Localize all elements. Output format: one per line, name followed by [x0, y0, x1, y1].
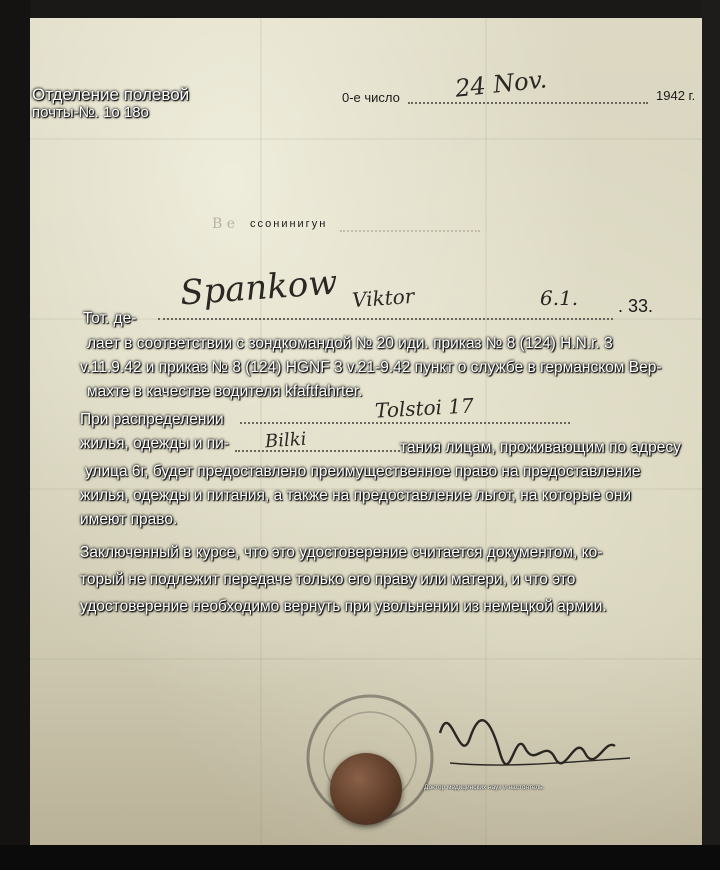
year-suffix: . 33. — [618, 296, 654, 316]
handwritten-surname: Spankow — [178, 262, 339, 314]
cert-line-1: лает в соответствии с зондкомандой № 20 иди. приказ № 8 (124) H.N.r. 3 — [87, 335, 613, 352]
coin — [330, 753, 402, 825]
handwritten-city: Bilki — [264, 428, 308, 453]
frame-left — [0, 0, 30, 845]
distribution-line-1-end: тания лицам, проживающим по адресу — [400, 439, 681, 456]
fold-line — [30, 138, 702, 140]
cert-line-3: махте в качестве водителя kfaftfahrter. — [87, 383, 363, 400]
title-faded-letters: B e — [212, 216, 236, 232]
certificate-title: ссонинигун — [250, 218, 328, 230]
conclusion-line-2: торый не подлежит передаче только его праву или матери, и что это — [80, 571, 576, 588]
distribution-label-2: жилья, одежды и пи- — [80, 435, 229, 452]
distribution-label-1: При распределении — [80, 411, 224, 428]
fold-line — [30, 658, 702, 660]
distribution-line-4: имеют право. — [80, 511, 178, 528]
frame-top — [0, 0, 720, 20]
signature-scribble — [440, 720, 615, 764]
field-post-office-label: Отделение полевой — [32, 85, 190, 104]
conclusion-line-3: удостоверение необходимо вернуть при увольнении из немецкой армии. — [80, 598, 607, 615]
date-dotted-line — [408, 102, 648, 104]
fold-line — [260, 18, 262, 845]
handwritten-given-name: Viktor — [351, 283, 416, 313]
handwritten-birth: 6.1. — [540, 286, 579, 310]
tot-de-label: Тот. де- — [83, 310, 137, 327]
year-label: 1942 г. — [656, 88, 696, 103]
frame-right — [702, 0, 720, 845]
field-post-office-number: почты-№. 1о 18о — [32, 104, 149, 121]
cert-line-2: v.11.9.42 и приказ № 8 (124) HGNF 3 v.21-9.42 пункт о службе в германском Вер- — [80, 359, 662, 376]
handwritten-street: Tolstoi 17 — [374, 393, 475, 423]
date-label: 0-е число — [342, 90, 400, 105]
signature-caption: Доктор медицинских наук и настоятель. — [424, 784, 545, 791]
distribution-line-2: улица 6г, будет предоставлено преимущественное право на предоставление — [85, 463, 641, 480]
handwritten-date: 24 Nov. — [453, 65, 549, 103]
street-dotted-line — [240, 422, 570, 424]
title-dotted-line — [340, 230, 480, 232]
city-dotted-line — [235, 450, 400, 452]
bottom-bar — [0, 845, 720, 870]
signature-underline — [450, 758, 630, 765]
name-dotted-line — [158, 318, 613, 320]
distribution-line-3: жилья, одежды и питания, а также на предоставление льгот, на которые они — [80, 487, 632, 504]
document-paper — [30, 18, 702, 845]
conclusion-line-1: Заключенный в курсе, что это удостоверение считается документом, ко- — [80, 544, 603, 561]
